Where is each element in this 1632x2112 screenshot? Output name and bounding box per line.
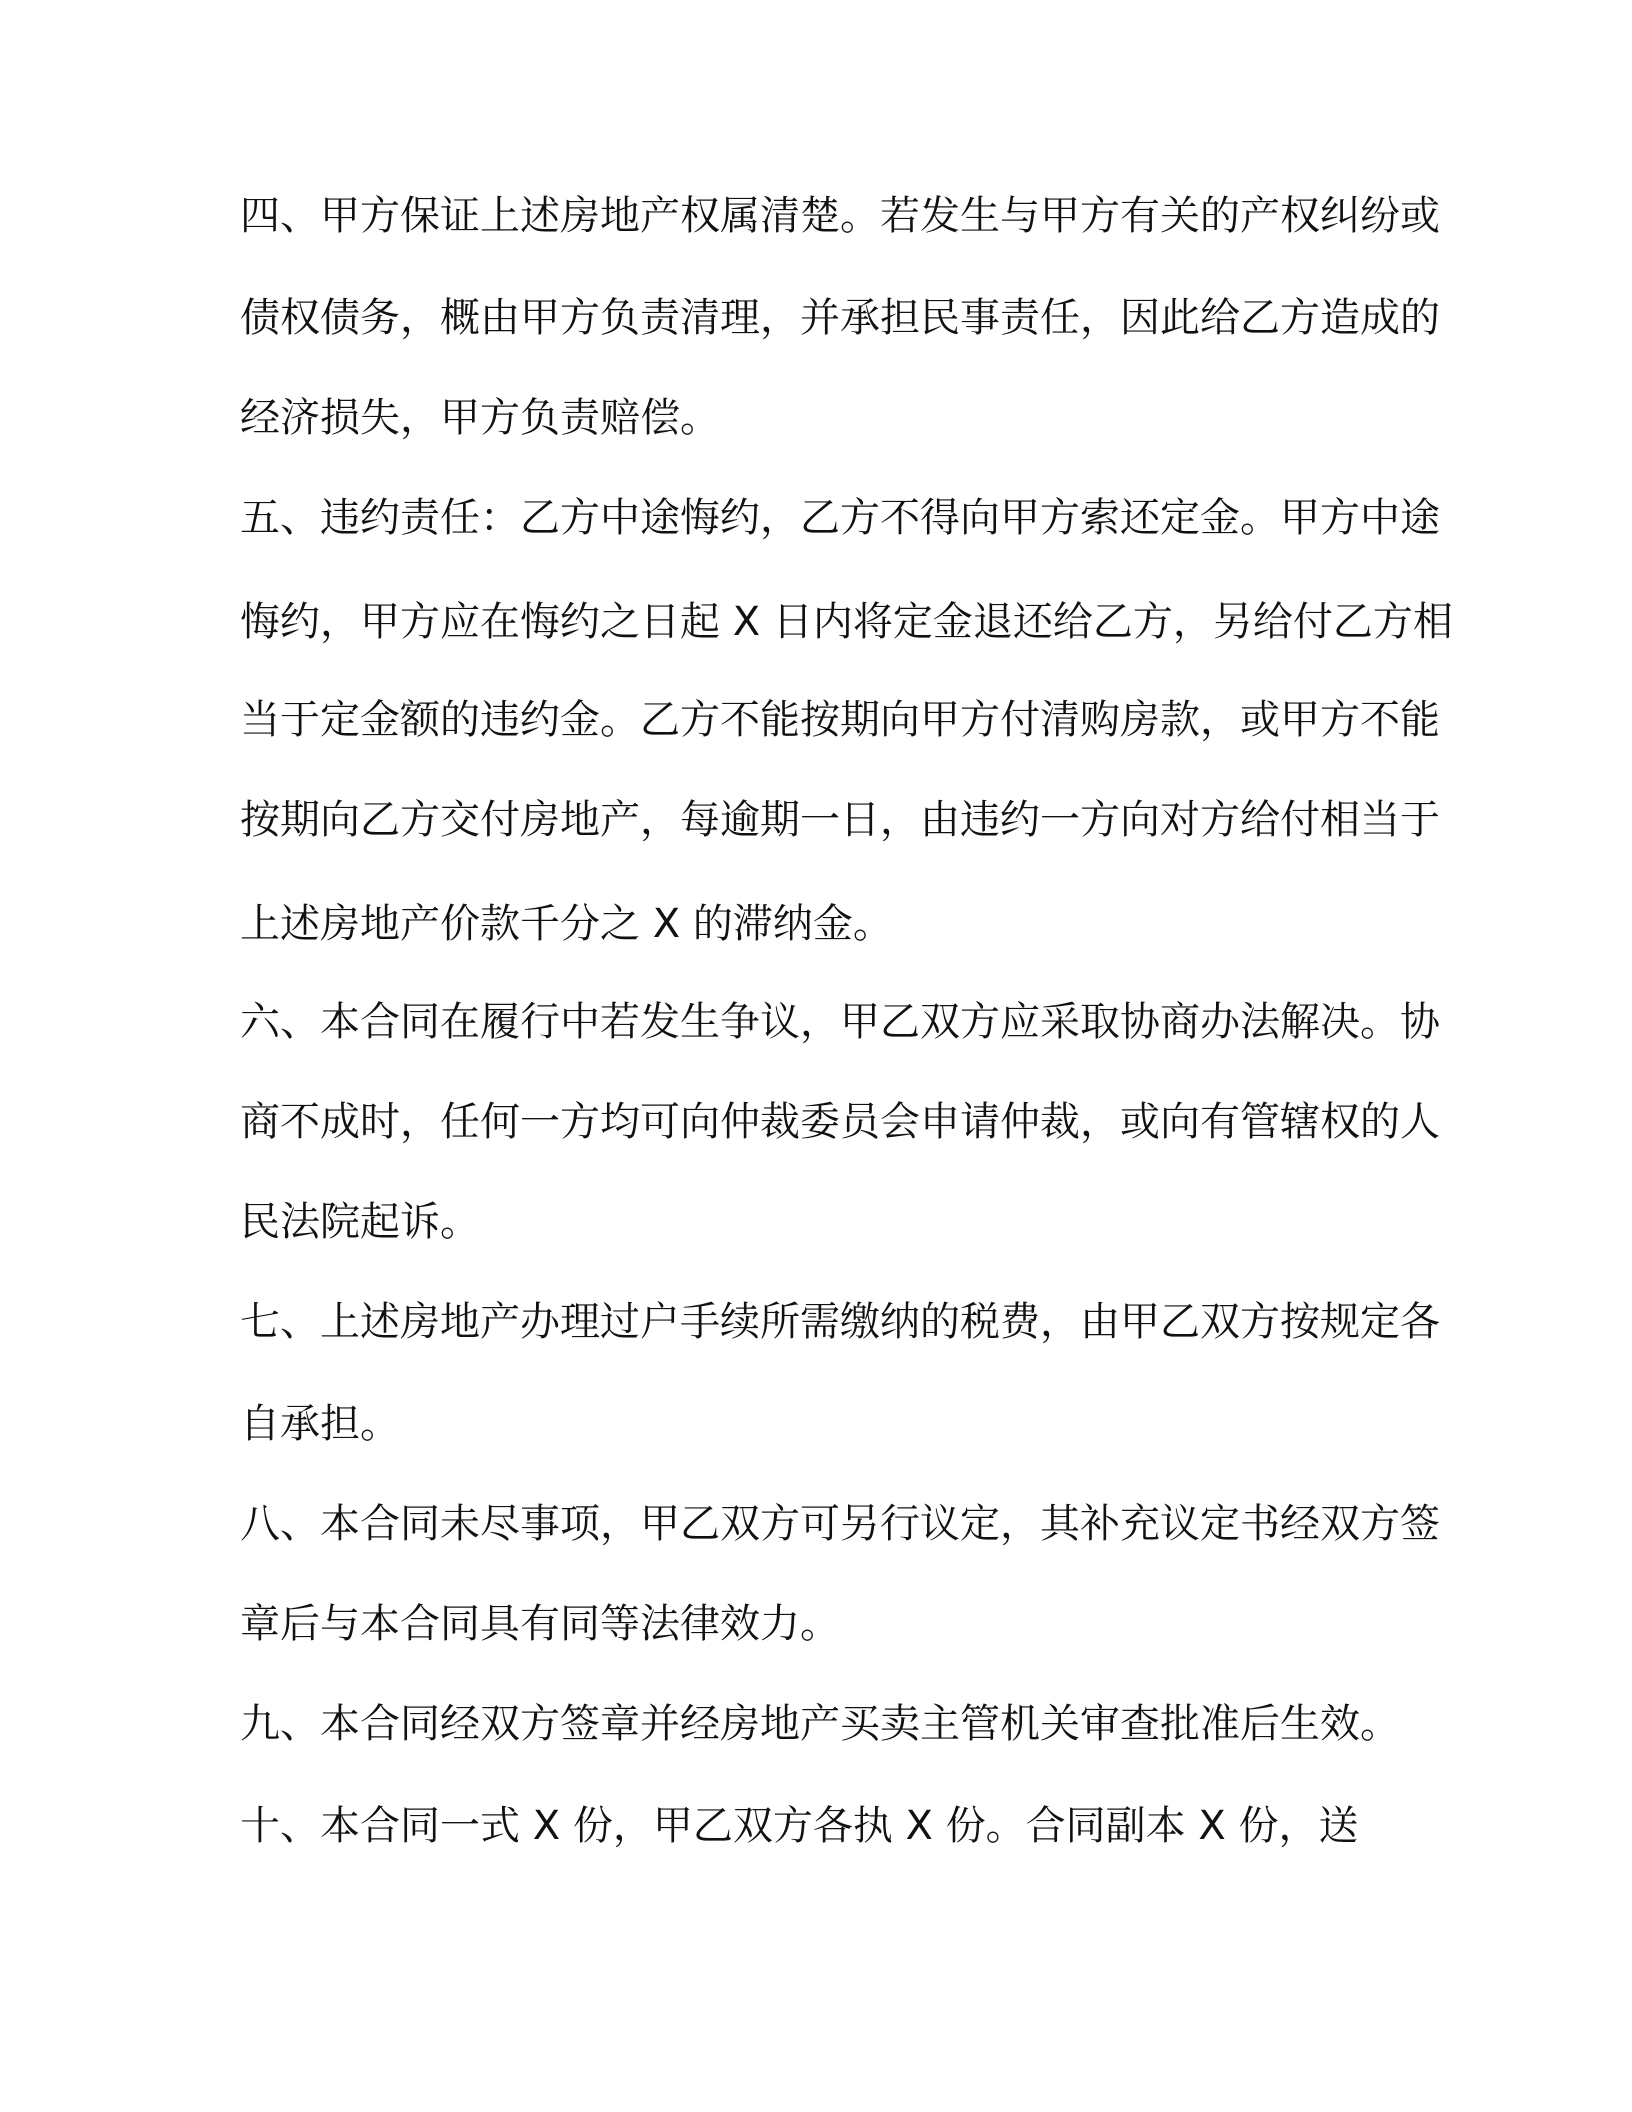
clause-6-line-2: 商不成时，任何一方均可向仲裁委员会申请仲裁，或向有管辖权的人 xyxy=(240,1099,1440,1145)
clause-4-line-3: 经济损失，甲方负责赔偿。 xyxy=(240,395,720,441)
clause-8-line-1: 八、本合同未尽事项，甲乙双方可另行议定，其补充议定书经双方签 xyxy=(240,1501,1440,1547)
clause-5-line-3: 当于定金额的违约金。乙方不能按期向甲方付清购房款，或甲方不能 xyxy=(240,697,1440,743)
clause-9-line-1: 九、本合同经双方签章并经房地产买卖主管机关审查批准后生效。 xyxy=(240,1701,1400,1747)
clause-8-line-2: 章后与本合同具有同等法律效力。 xyxy=(240,1601,840,1647)
clause-4-line-1: 四、甲方保证上述房地产权属清楚。若发生与甲方有关的产权纠纷或 xyxy=(240,193,1440,239)
clause-5-line-5: 上述房地产价款千分之 X 的滞纳金。 xyxy=(240,901,893,947)
clause-7-line-1: 七、上述房地产办理过户手续所需缴纳的税费，由甲乙双方按规定各 xyxy=(240,1299,1440,1345)
clause-5-line-4: 按期向乙方交付房地产，每逾期一日，由违约一方向对方给付相当于 xyxy=(240,797,1440,843)
clause-5-line-2: 悔约，甲方应在悔约之日起 X 日内将定金退还给乙方，另给付乙方相 xyxy=(240,599,1453,645)
clause-6-line-3: 民法院起诉。 xyxy=(240,1199,480,1245)
clause-7-line-2: 自承担。 xyxy=(240,1401,400,1447)
clause-5-line-1: 五、违约责任：乙方中途悔约，乙方不得向甲方索还定金。甲方中途 xyxy=(240,495,1440,541)
clause-4-line-2: 债权债务，概由甲方负责清理，并承担民事责任，因此给乙方造成的 xyxy=(240,295,1440,341)
clause-6-line-1: 六、本合同在履行中若发生争议，甲乙双方应采取协商办法解决。协 xyxy=(240,999,1440,1045)
clause-10-line-1: 十、本合同一式 X 份，甲乙双方各执 X 份。合同副本 X 份，送 xyxy=(240,1803,1359,1849)
